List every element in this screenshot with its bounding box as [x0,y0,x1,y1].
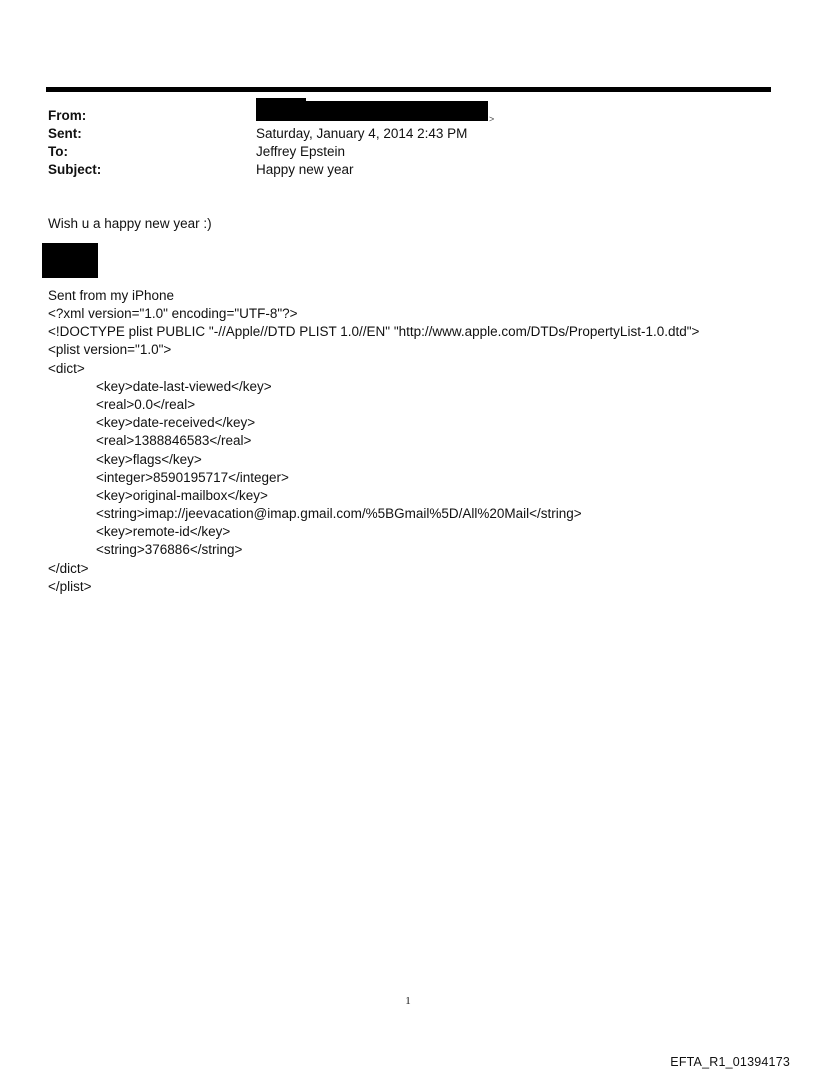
code-line: <integer>8590195717</integer> [96,469,289,485]
to-row [48,143,494,161]
email-greeting: Wish u a happy new year :) [48,216,212,231]
subject-label: Subject: [48,162,102,177]
from-row [48,107,494,125]
header-divider [46,87,771,92]
email-signature: Sent from my iPhone [48,288,175,303]
to-label: To: [48,144,68,159]
code-line: <real>0.0</real> [96,396,196,412]
plist-code-block [48,305,699,596]
sent-label: Sent: [48,126,82,141]
to-value: Jeffrey Epstein [256,144,346,159]
code-line: <real>1388846583</real> [96,433,252,449]
code-line: <key>date-last-viewed</key> [96,378,272,394]
email-header [48,107,494,179]
from-label: From: [48,108,87,123]
redaction-box [256,101,488,121]
from-value [256,107,494,125]
sent-value: Saturday, January 4, 2014 2:43 PM [256,126,468,141]
sent-row [48,125,494,143]
code-line: <key>original-mailbox</key> [96,487,268,503]
code-line: </plist> [48,578,92,594]
code-line: <dict> [48,360,85,376]
code-line: <!DOCTYPE plist PUBLIC "-//Apple//DTD PLIST 1.0//EN" "http://www.apple.com/DTDs/PropertyList-1.0.dtd"> [48,324,700,340]
code-line: <string>imap://jeevacation@imap.gmail.com/%5BGmail%5D/All%20Mail</string> [96,506,582,522]
code-line: <?xml version="1.0" encoding="UTF-8"?> [48,306,298,321]
redaction-box [42,243,98,278]
page-number: 1 [405,995,411,1007]
code-line: <plist version="1.0"> [48,342,172,358]
subject-row [48,161,494,179]
code-line: </dict> [48,560,89,576]
code-line: <key>remote-id</key> [96,524,231,540]
code-line: <key>flags</key> [96,451,202,467]
subject-value: Happy new year [256,162,354,177]
document-id: EFTA_R1_01394173 [670,1055,790,1069]
code-line: <string>376886</string> [96,542,243,558]
from-tail: > [489,114,495,124]
code-line: <key>date-received</key> [96,415,256,431]
